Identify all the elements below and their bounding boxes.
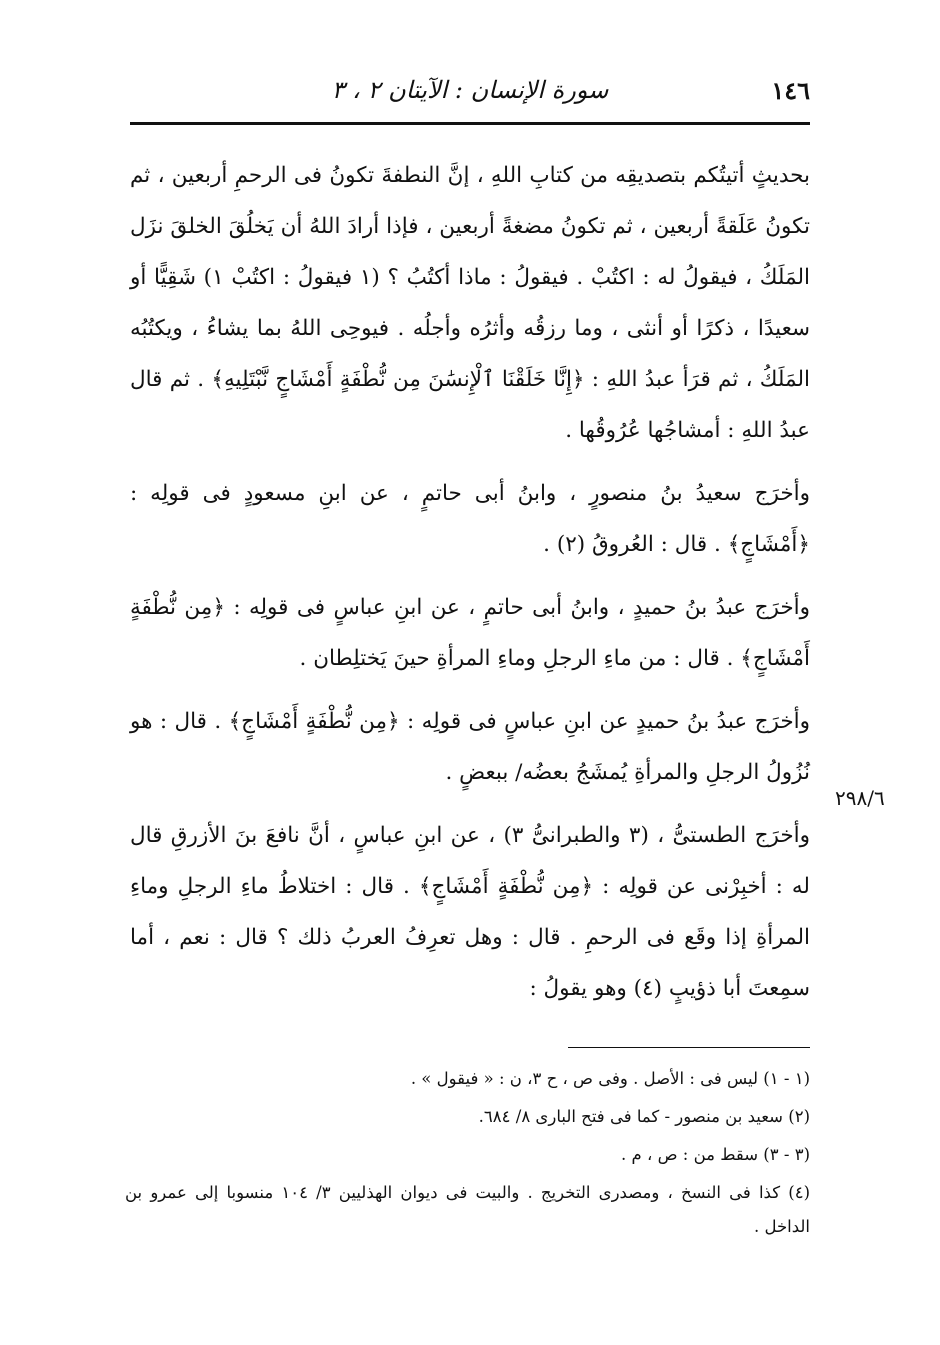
page-number: ١٤٦: [771, 76, 810, 105]
footnotes: [125, 1062, 810, 1248]
paragraph-3: وأخرَج عبدُ بنُ حميدٍ ، وابنُ أبى حاتمٍ ، عن ابنِ عباسٍ فى قولِه : ﴿مِن نُّطْفَةٍ أَمْشَاجٍ﴾ . قال : من ماءِ الرجلِ وماءِ المرأةِ حينَ يَختلِطان .: [130, 595, 810, 671]
main-text: [130, 150, 810, 1026]
footnote-4: (٤) كذا فى النسخ ، ومصدرى التخريج . والبيت فى ديوان الهذليين ٣/ ١٠٤ منسوبا إلى عمرو بن الداخل .: [125, 1183, 810, 1236]
page-header: [130, 70, 810, 110]
footnote-1: (١ - ١) ليس فى : الأصل . وفى ص ، ح ٣، ن : « فيقول » .: [410, 1069, 810, 1088]
paragraph-4: وأخرَج عبدُ بنُ حميدٍ عن ابنِ عباسٍ فى قولِه : ﴿مِن نُّطْفَةٍ أَمْشَاجٍ﴾ . قال : هو نُزُولُ الرجلِ والمرأةِ يُمشَجُ بعضُه/ ببعضٍ .: [130, 709, 810, 785]
header-rule: [130, 122, 810, 125]
paragraph-1: بحديثٍ أتيتُكم بتصديقِه من كتابِ اللهِ ، إنَّ النطفةَ تكونُ فى الرحمِ أربعين ، ثم تكونُ عَلَقةً أربعين ، ثم تكونُ مضغةً أربعين ، فإذا أرادَ اللهُ أن يَخلُقَ الخلقَ نزَل المَلَكُ ، فيقولُ له : اكتُبْ . فيقولُ : ماذا أكتُبُ ؟ (١ فيقولُ : اكتُبْ ١) شَقِيًّا أو سعيدًا ، ذكرًا أو أنثى ، وما رزقُه وأثرُه وأجلُه . فيوحِى اللهُ بما يشاءُ ، ويكتُبُه المَلَكُ ، ثم قرَأ عبدُ اللهِ : ﴿إِنَّا خَلَقْنَا ٱلْإِنسَٰنَ مِن نُّطْفَةٍ أَمْشَاجٍ نَّبْتَلِيهِ﴾ . ثم قال عبدُ اللهِ : أمشاجُها عُرُوقُها .: [130, 163, 811, 443]
running-title: سورة الإنسان : الآيتان ٢ ، ٣: [331, 76, 609, 104]
paragraph-5: وأخرَج الطستىُّ ، (٣ والطبرانىُّ ٣) ، عن ابنِ عباسٍ ، أنَّ نافعَ بنَ الأزرقِ قال له : أخبِرْنى عن قولِه : ﴿مِن نُّطْفَةٍ أَمْشَاجٍ﴾ . قال : اختلاطُ ماءِ الرجلِ وماءِ المرأةِ إذا وقَع فى الرحمِ . قال : وهل تعرِفُ العربُ ذلك ؟ قال : نعم ، أما سمِعتَ أبا ذؤيبٍ (٤) وهو يقولُ :: [130, 823, 810, 1001]
margin-reference: ٢٩٨/٦: [835, 786, 885, 810]
footnote-rule: [568, 1047, 810, 1048]
footnote-3: (٣ - ٣) سقط من : ص ، م .: [621, 1145, 810, 1164]
paragraph-2: وأخرَج سعيدُ بنُ منصورٍ ، وابنُ أبى حاتمٍ ، عن ابنِ مسعودٍ فى قولِه : ﴿أَمْشَاجٍ﴾ . قال : العُروقُ (٢) .: [130, 481, 810, 557]
footnote-2: (٢) سعيد بن منصور - كما فى فتح البارى ٨/ ٦٨٤.: [478, 1107, 810, 1126]
